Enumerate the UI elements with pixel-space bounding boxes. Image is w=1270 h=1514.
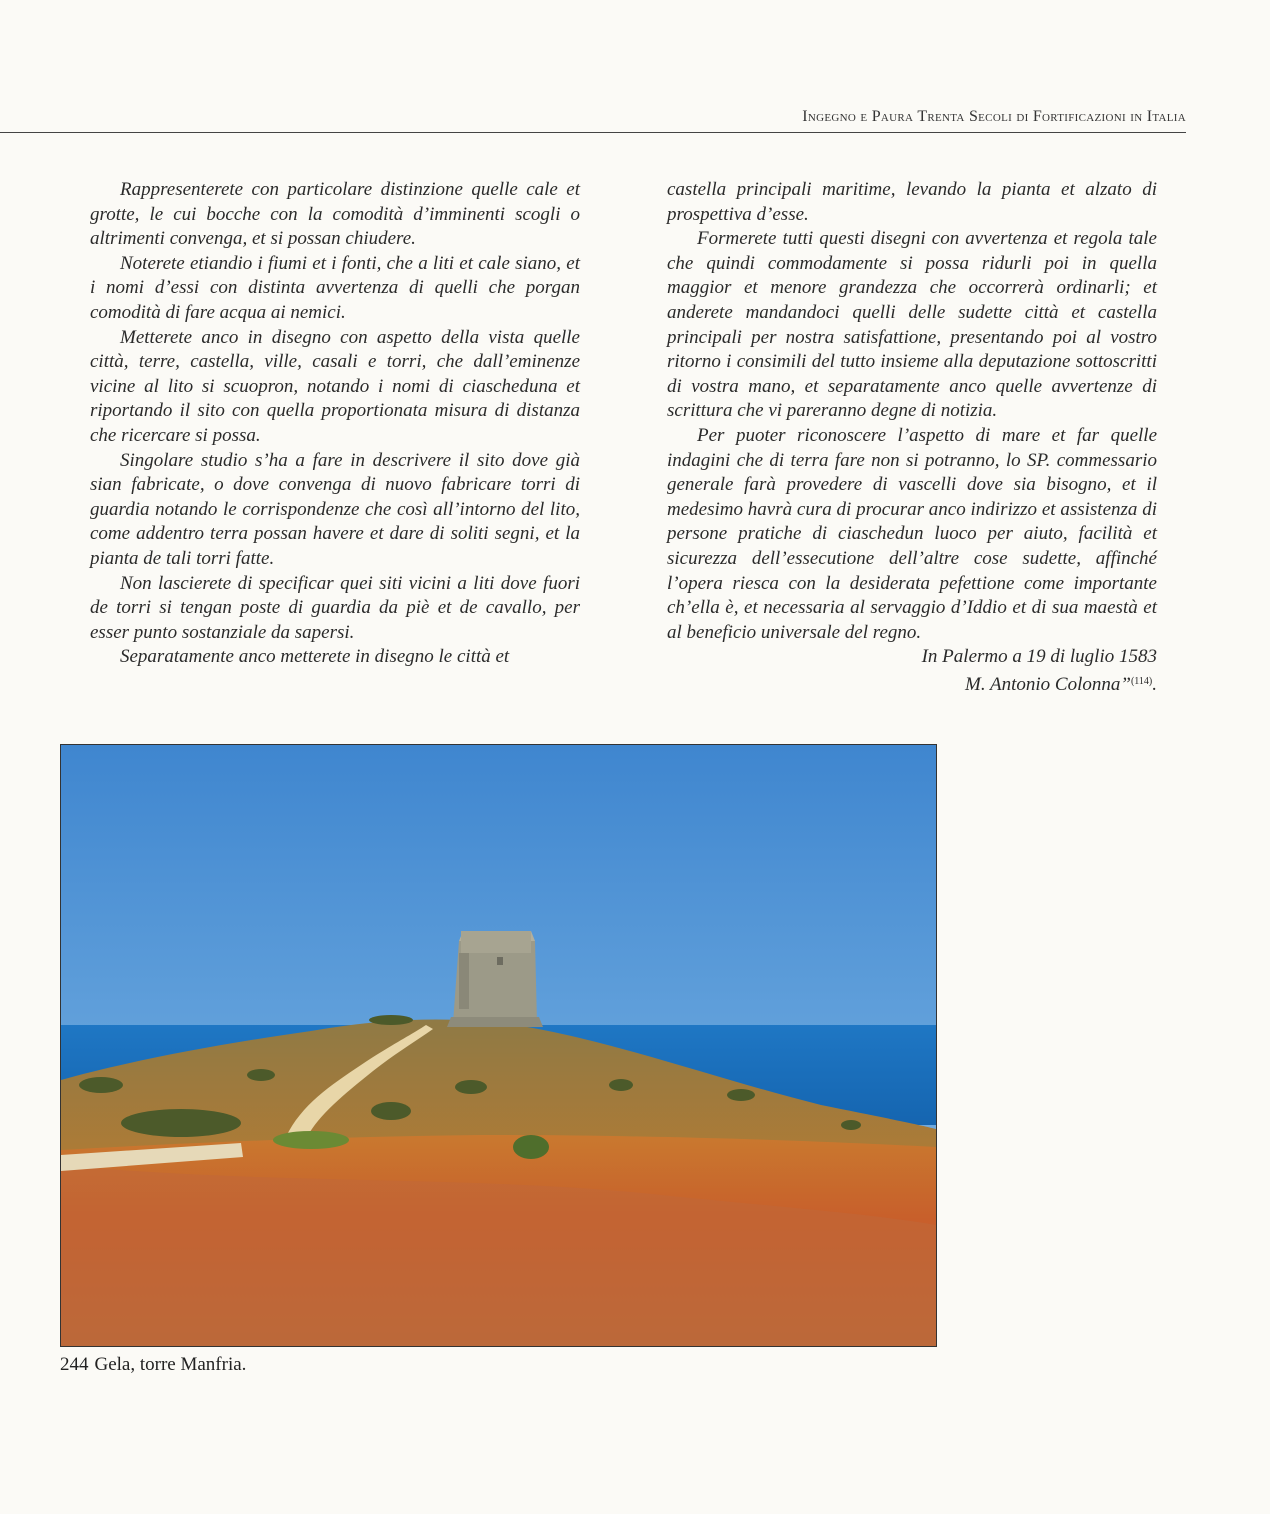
right-text-column [667, 178, 1157, 697]
paragraph: Formerete tutti questi disegni con avvertenza et regola tale che quindi commodamente si possa ridurli poi in quella maggior et menore grandezza che occorrerà ordinarli; et anderete mandandoci quelli delle sudette città et castella principali per nostra satisfattione, presentando poi al vostro ritorno i consimili del tutto insieme alla deputazione sottoscritti di vostra mano, et separatamente anco quelle avvertenze di scrittura che vi pareranno degne di notizia. [667, 228, 1157, 422]
running-head [0, 108, 1186, 133]
paragraph: Singolare studio s’ha a fare in descrivere il sito dove già sian fabricate, o dove convenga di nuovo fabricare torri di guardia notando le corrispondenze che così all’intorno del lito, come addentro terra possan havere et dare di soliti segni, et la pianta de tali torri fatte. [90, 449, 580, 569]
photo-torre-manfria [60, 744, 937, 1347]
place-date: In Palermo a 19 di luglio 1583 [921, 646, 1157, 668]
figure-number: 244 [60, 1354, 89, 1375]
paragraph: Metterete anco in disegno con aspetto della vista quelle città, terre, castella, ville, casali e torri, che dall’eminenze vicine al lito si scuopron, notando i nomi di ciascheduna et riportando il sito con quella proportionata misura di distanza che ricercare si possa. [90, 326, 580, 446]
signature-name: M. Antonio Colonna” [965, 673, 1131, 695]
figure-caption-text: Gela, torre Manfria. [94, 1354, 247, 1375]
paragraph: Separatamente anco metterete in disegno le città et [120, 646, 510, 668]
paragraph: Rappresenterete con particolare distinzione quelle cale et grotte, le cui bocche con la comodità d’imminenti scogli o altrimenti convenga, et si possan chiudere. [90, 179, 580, 250]
paragraph: Non lascierete di specificar quei siti vicini a liti dove fuori de torri si tengan poste di guardia da piè et de cavallo, per esser punto sostanziale da sapersi. [90, 572, 580, 643]
running-head-title: Ingegno e Paura Trenta Secoli di Fortificazioni in Italia [802, 108, 1186, 125]
signature-line [667, 670, 1157, 698]
footnote-ref: (114) [1130, 675, 1153, 687]
end-punct: . [1152, 673, 1157, 695]
tower [447, 931, 543, 1027]
left-text-column [90, 178, 580, 670]
paragraph: castella principali maritime, levando la pianta et alzato di prospettiva d’esse. [667, 179, 1157, 225]
paragraph: Per puoter riconoscere l’aspetto di mare et far quelle indagini che di terra fare non si potranno, lo SP. commessario generale farà provedere di vascelli dove sia bisogno, et il medesimo havrà cura di procurar anco indirizzo et assistenza di persone pratiche di ciaschedun luoco per aiuto, facilità et sicurezza dell’essecutione dell’altre cose sudette, affinché l’opera riesca con la desiderata pefettione come importante ch’ella è, et necessaria al servaggio d’Iddio et di sua maestà et al beneficio universale del regno. [667, 424, 1157, 643]
paragraph: Noterete etiandio i fiumi et i fonti, che a liti et cale siano, et i nomi d’essi con distinta avvertenza di quelli che porgan comodità di fare acqua ai nemici. [90, 252, 580, 323]
figure-caption [60, 1354, 252, 1376]
